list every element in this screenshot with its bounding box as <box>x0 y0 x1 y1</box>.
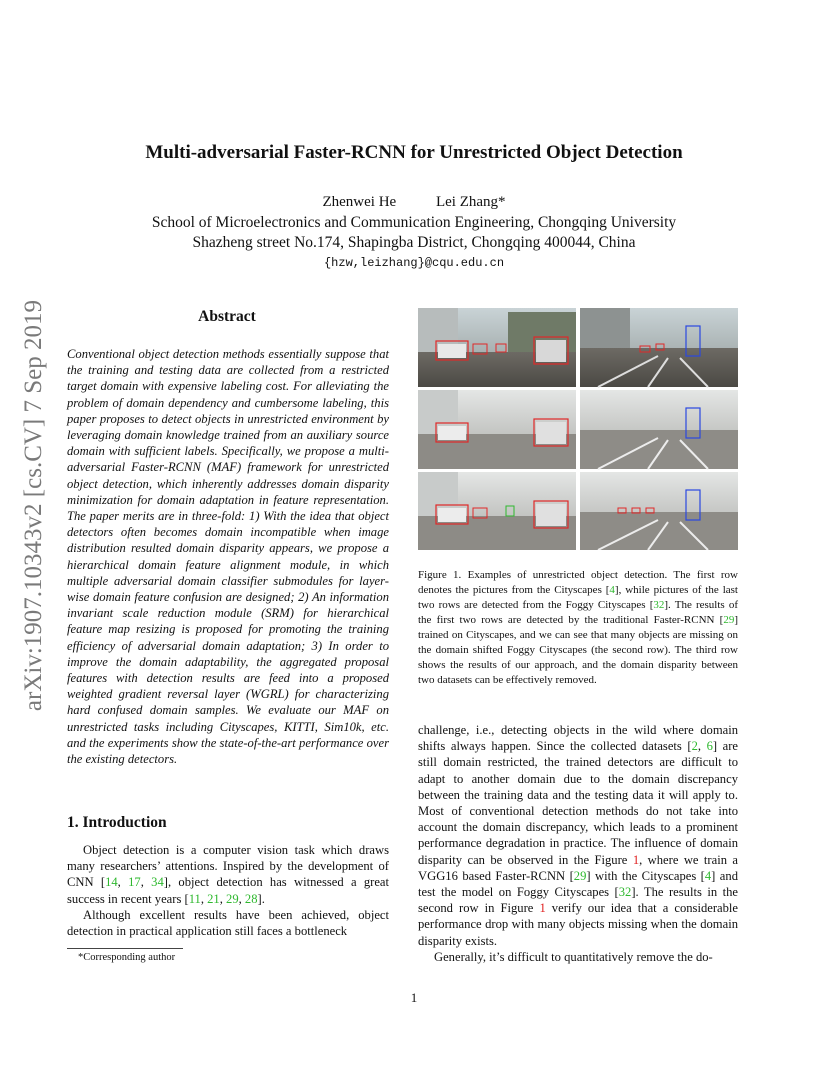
citation-link[interactable]: 32 <box>618 885 632 900</box>
author-list <box>0 194 828 211</box>
text: ]. The results of the first two rows are detected by the traditional Faster-RCNN [ <box>418 599 739 626</box>
text: ] with the Cityscapes [ <box>586 868 705 883</box>
text: verify our idea that a considerable performance drop with many objects missing when the domain disparity exists. <box>418 901 739 948</box>
author-name: Lei Zhang* <box>435 194 506 210</box>
author-name: Zhenwei He <box>322 194 397 210</box>
row-cityscapes <box>418 308 738 387</box>
citation-link[interactable]: 2 <box>691 739 698 754</box>
citation-link[interactable]: 4 <box>609 584 615 596</box>
text: , where we train a VGG16 based Faster-RCNN [ <box>418 852 738 883</box>
text: ] and test the model on Foggy Cityscapes [ <box>418 868 738 900</box>
footnote-divider <box>67 948 183 949</box>
intro-paragraph: Although excellent results have been achieved, object detection in practical application still faces a bottleneck <box>67 908 389 939</box>
body-paragraph: challenge, i.e., detecting objects in the wild where domain shifts always happen. Since the collected datasets [2, 6] are still domain restricted, the trained detectors are difficult to adapt to another domain due to the domain discrepancy between the training data and the testing data it will apply to. Most of conventional detection methods do not take into account the domain discrepancy, which leads to a prominent performance degradation in practice. The influence of domain disparity can be observed in the Figure 1, where we train a VGG16 based Faster-RCNN [29] with the Cityscapes [4] and test the model on Foggy Cityscapes [32]. The results in the second row in Figure 1 verify our idea that a considerable performance drop with many objects missing when the domain disparity exists. <box>418 723 739 948</box>
citation-link[interactable]: 6 <box>706 739 713 754</box>
abstract-heading: Abstract <box>198 308 256 325</box>
figure-link[interactable]: 1 <box>632 852 640 867</box>
email: {hzw,leizhang}@cqu.edu.cn <box>323 256 505 270</box>
citation-link[interactable]: 28 <box>244 891 258 906</box>
affiliation: School of Microelectronics and Communication Engineering, Chongqing University <box>151 214 677 231</box>
arxiv-stamp <box>14 300 54 760</box>
citation-link[interactable]: 29 <box>226 891 239 906</box>
row-foggy-ours <box>418 472 738 550</box>
abstract-text: Conventional object detection methods essentially suppose that the training and testing data are collected from a restricted target domain with expensive labeling cost. For alleviating the problem of domain dependency and cumbersome labeling, this paper proposes to detect objects in unrestricted environment by leveraging domain knowledge trained from an auxiliary source domain with sufficient labels. Specifically, we propose a multi-adversarial Faster-RCNN (MAF) framework for unrestricted object detection, which inherently addresses domain disparity minimization for domain adaptation in feature representation. The paper merits are in three-fold: 1) With the idea that object detectors often becomes domain incompatible when image distribution resulted domain disparity appears, we propose a hierarchical domain feature alignment module, in which multiple adversarial domain classifier submodules for layer-wise domain feature confusion are designed; 2) An information invariant scale reduction module (SRM) for hierarchical feature map resizing is proposed for promoting the training efficiency of adversarial domain adaptation; 3) In order to improve the domain adaptability, the aggregated proposal features with detection results are feed into a proposed weighted gradient reversal layer (WGRL) for characterizing hard confused domain samples. We evaluate our MAF on unrestricted tasks including Cityscapes, KITTI, Sim10k, etc. and the experiments show the state-of-the-art performance over the existing detectors. <box>67 347 389 767</box>
text: ], while pictures of the last two rows are detected from the Foggy Cityscapes [ <box>418 584 738 611</box>
body-paragraph: Generally, it’s difficult to quantitatively remove the do- <box>434 950 713 964</box>
text: ], object detection has witnessed a great success in recent years [ <box>67 875 390 906</box>
arxiv-stamp-text: arXiv:1907.10343v2 [cs.CV] 7 Sep 2019 <box>20 300 47 712</box>
text: Figure 1. Examples of unrestricted object detection. The first row denotes the pictures from the Cityscapes [ <box>418 569 738 596</box>
paper-title: Multi-adversarial Faster-RCNN for Unrestricted Object Detection <box>145 142 683 163</box>
citation-link[interactable]: 34 <box>151 875 164 890</box>
citation-link[interactable]: 32 <box>653 599 665 611</box>
page-number: 1 <box>410 990 418 1005</box>
figure-link[interactable]: 1 <box>539 901 546 916</box>
text: ] trained on Cityscapes, and we can see that many objects are missing on the domain shifted Foggy Cityscapes (the second row). The third row shows the results of our approach, and the domain disparity between two datasets can be effectively removed. <box>418 614 738 686</box>
figure-image-grid <box>418 308 738 550</box>
section-heading: 1. Introduction <box>67 814 167 831</box>
text: ]. <box>257 891 265 906</box>
citation-link[interactable]: 29 <box>723 614 735 626</box>
citation-link[interactable]: 4 <box>704 868 712 883</box>
text: Object detection is a computer vision task which draws many researchers’ attentions. Inspired by the development of CNN [ <box>67 843 389 890</box>
citation-link[interactable]: 29 <box>573 868 587 883</box>
figure-caption <box>418 568 738 688</box>
address: Shazheng street No.174, Shapingba District, Chongqing 400044, China <box>192 234 636 251</box>
footnote: *Corresponding author <box>78 952 176 963</box>
citation-link[interactable]: 21 <box>207 891 220 906</box>
citation-link[interactable]: 14 <box>105 875 118 890</box>
row-foggy-baseline <box>418 390 738 469</box>
citation-link[interactable]: 11 <box>188 891 201 906</box>
intro-paragraph: Object detection is a computer vision task which draws many researchers’ attentions. Inspired by the development of CNN [14, 17, 34], object detection has witnessed a great success in recent years [11, 21, 29, 28]. <box>67 843 390 906</box>
citation-link[interactable]: 17 <box>128 875 141 890</box>
text: ] are still domain restricted, the trained detectors are difficult to adapt to another domain due to the domain discrepancy between the training data and the testing data it will apply to. Most of conventional detection methods do not take into account the domain discrepancy, which leads to a prominent performance degradation in practice. The influence of domain disparity can be observed in the Figure <box>418 739 739 867</box>
text: ]. The results in the second row in Figure <box>418 885 738 916</box>
text: challenge, i.e., detecting objects in the wild where domain shifts always happen. Since the collected datasets [ <box>418 723 738 754</box>
